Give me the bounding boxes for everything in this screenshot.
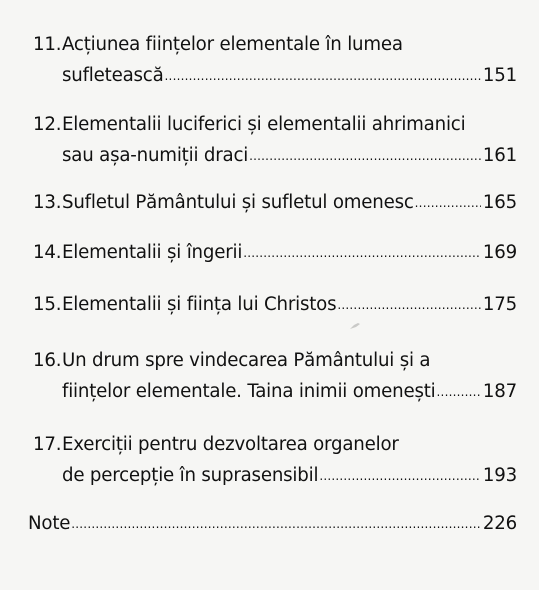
entry-number: 14. (33, 242, 62, 263)
entry-number: 17. (33, 434, 62, 455)
toc-entry-11[interactable] (33, 29, 517, 93)
entry-page-number: 193 (482, 465, 517, 486)
dot-leader (165, 61, 481, 92)
note-label: Note (28, 513, 71, 534)
entry-title-line-2: ființelor elementale. Taina inimii omenești (62, 381, 436, 402)
entry-page-number: 169 (482, 242, 517, 263)
table-of-contents (28, 29, 517, 534)
dot-leader (249, 141, 481, 172)
dot-leader (415, 188, 481, 219)
entry-page-number: 165 (482, 192, 517, 213)
toc-entry-16[interactable] (33, 345, 517, 409)
dot-leader (437, 377, 481, 408)
entry-page-number: 151 (482, 65, 517, 86)
entry-title-line-1: Elementalii luciferici și elementalii ahrimanici (62, 114, 466, 135)
entry-number: 15. (33, 294, 62, 315)
dot-leader (71, 509, 481, 540)
dot-leader (243, 238, 481, 269)
toc-entry-15[interactable] (33, 289, 517, 322)
toc-entry-13[interactable] (33, 187, 517, 220)
entry-title-line-2: de percepție în suprasensibil (62, 465, 319, 486)
entry-page-number: 161 (482, 145, 517, 166)
entry-page-number: 187 (482, 381, 517, 402)
dot-leader (319, 461, 481, 492)
toc-entry-12[interactable] (33, 109, 517, 173)
pencil-mark (349, 322, 361, 330)
note-page-number: 226 (482, 513, 517, 534)
entry-number: 12. (33, 114, 62, 135)
entry-title-line-2: sufletească (62, 65, 164, 86)
entry-title-line-1: Un drum spre vindecarea Pământului și a (62, 350, 431, 371)
dot-leader (337, 290, 481, 321)
entry-title-line-1: Sufletul Pământului și sufletul omenesc (62, 192, 414, 213)
toc-entry-14[interactable] (33, 237, 517, 270)
toc-entry-note[interactable] (28, 508, 517, 541)
entry-page-number: 175 (482, 294, 517, 315)
entry-title-line-1: Elementalii și îngerii (62, 242, 243, 263)
entry-number: 16. (33, 350, 62, 371)
entry-number: 13. (33, 192, 62, 213)
entry-title-line-1: Elementalii și ființa lui Christos (62, 294, 337, 315)
entry-number: 11. (33, 34, 62, 55)
entry-title-line-2: sau așa-numiții draci (62, 145, 249, 166)
entry-title-line-1: Acțiunea ființelor elementale în lumea (62, 34, 403, 55)
entry-title-line-1: Exerciții pentru dezvoltarea organelor (62, 434, 399, 455)
toc-entry-17[interactable] (33, 429, 517, 493)
